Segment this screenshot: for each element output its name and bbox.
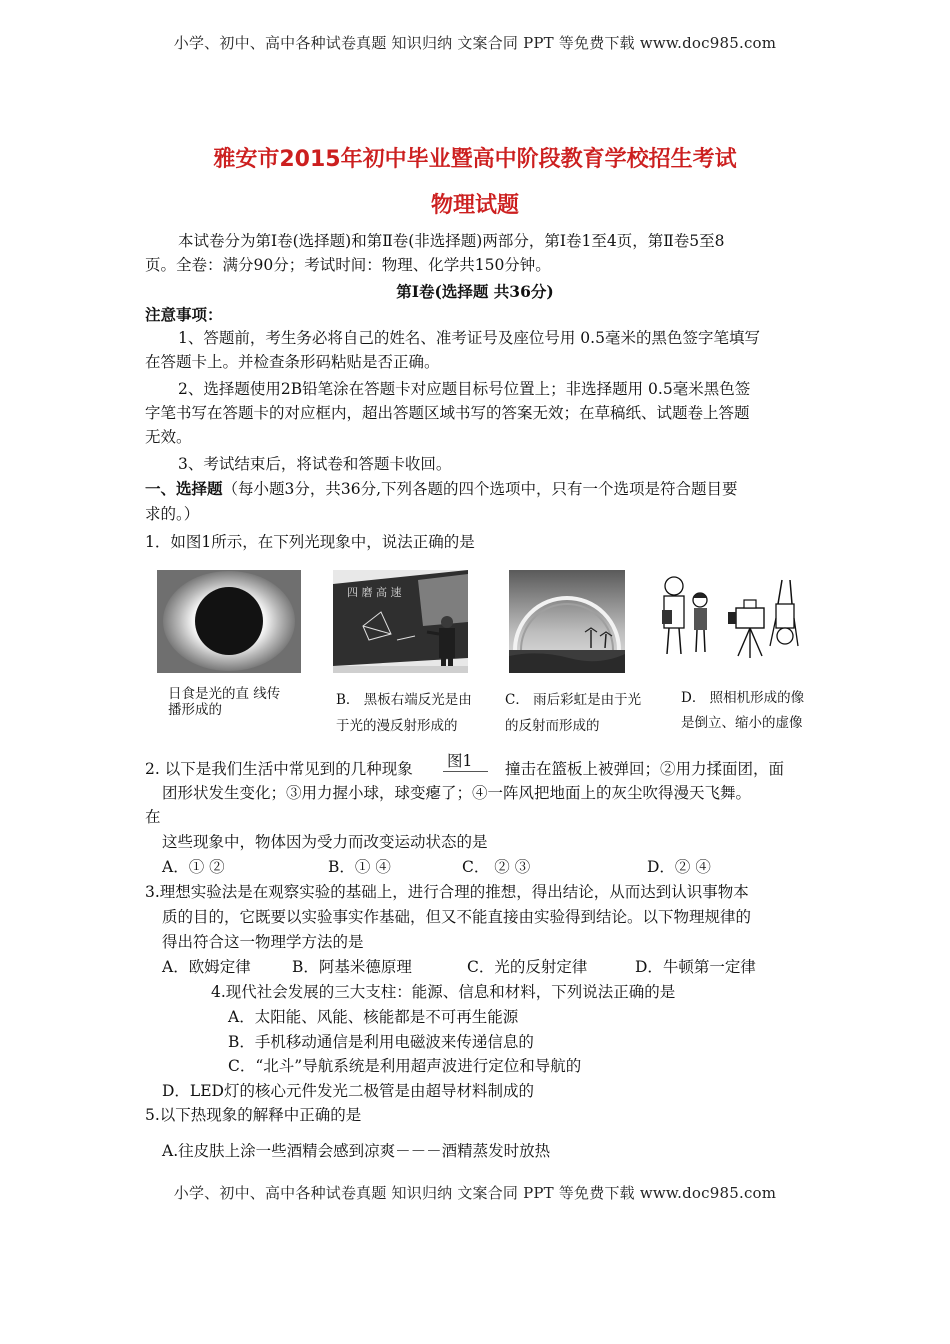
q4-option-b: B．手机移动通信是利用电磁波来传递信息的 — [228, 1033, 534, 1051]
camera-cartoon-drawing — [652, 570, 802, 673]
q2-option-b: B．① ④ — [328, 858, 391, 876]
section1-line-1 — [145, 477, 738, 501]
q2-option-c: C． ② ③ — [462, 858, 531, 876]
q2-option-d: D．② ④ — [647, 858, 711, 876]
q2-line-1a: 2. 以下是我们生活中常见到的几种现象 — [145, 760, 413, 778]
caption-d-line-1: D． 照相机形成的像 — [681, 690, 805, 706]
notice-heading: 注意事项： — [145, 305, 223, 324]
q4-stem: 4.现代社会发展的三大支柱：能源、信息和材料，下列说法正确的是 — [211, 983, 676, 1001]
q3-option-a: A．欧姆定律 — [162, 958, 251, 976]
q2-line-1b: 撞击在篮板上被弹回；②用力揉面团，面 — [505, 760, 785, 778]
q5-stem: 5.以下热现象的解释中正确的是 — [145, 1106, 362, 1124]
solar-eclipse-drawing — [157, 570, 301, 673]
part1-heading: 第Ⅰ卷(选择题 共36分) — [396, 282, 554, 301]
notice-1-line-2: 在答题卡上。并检查条形码粘贴是否正确。 — [145, 353, 440, 371]
notice-3-line-1: 3、考试结束后，将试卷和答题卡收回。 — [178, 455, 452, 473]
q4-option-d: D．LED灯的核心元件发光二极管是由超导材料制成的 — [162, 1082, 534, 1100]
q3-line-3: 得出符合这一物理学方法的是 — [162, 933, 364, 951]
q3-option-c: C．光的反射定律 — [467, 958, 588, 976]
q3-options — [162, 955, 802, 979]
camera-cartoon-image — [652, 570, 802, 673]
notice-2-line-2: 字笔书写在答题卡的对应框内，超出答题区域书写的答案无效；在草稿纸、试题卷上答题 — [145, 404, 750, 422]
q3-option-d: D．牛顿第一定律 — [635, 958, 756, 976]
section1-heading: 一、选择题 — [145, 479, 223, 498]
blackboard-drawing — [333, 570, 468, 673]
svg-text:四 磨 高 速: 四 磨 高 速 — [347, 586, 402, 599]
rainbow-image — [509, 570, 625, 673]
caption-a-line-2: 播形成的 — [168, 702, 222, 718]
caption-d-line-2: 是倒立、缩小的虚像 — [681, 715, 803, 731]
caption-b-line-1: B． 黑板右端反光是由 — [336, 692, 472, 708]
q1-stem: 1．如图1所示，在下列光现象中，说法正确的是 — [145, 533, 475, 551]
intro-line-2: 页。全卷：满分90分；考试时间：物理、化学共150分钟。 — [145, 256, 551, 274]
q2-line-4: 这些现象中，物体因为受力而改变运动状态的是 — [162, 833, 488, 851]
q2-line-3: 在 — [145, 808, 161, 826]
q2-option-a: A．① ② — [162, 858, 225, 876]
notice-2-line-1: 2、选择题使用2B铅笔涂在答题卡对应题目标号位置上；非选择题用 0.5毫米黑色签 — [178, 380, 751, 398]
caption-c-line-2: 的反射而形成的 — [505, 718, 600, 734]
q3-line-2: 质的目的，它既要以实验事实作基础，但又不能直接由实验得到结论。以下物理规律的 — [162, 908, 752, 926]
q2-line-2: 团形状发生变化；③用力握小球，球变瘪了；④一阵风把地面上的灰尘吹得漫天飞舞。 — [162, 784, 752, 802]
q2-options — [162, 855, 802, 879]
section1-desc: （每小题3分，共36分,下列各题的四个选项中，只有一个选项是符合题目要 — [222, 480, 738, 498]
q3-line-1: 3.理想实验法是在观察实验的基础上，进行合理的推想，得出结论，从而达到认识事物本 — [145, 883, 749, 901]
exam-title: 雅安市2015年初中毕业暨高中阶段教育学校招生考试 — [213, 147, 737, 172]
caption-c-line-1: C． 雨后彩虹是由于光 — [505, 692, 642, 708]
exam-subtitle: 物理试题 — [430, 193, 519, 218]
q5-option-a: A.往皮肤上涂一些酒精会感到凉爽－－－酒精蒸发时放热 — [162, 1142, 551, 1160]
rainbow-drawing — [509, 570, 625, 673]
section1-line-2: 求的。） — [145, 505, 200, 523]
figure-1-label: 图1 — [443, 751, 488, 772]
blackboard-image — [333, 570, 468, 673]
q4-option-a: A．太阳能、风能、核能都是不可再生能源 — [228, 1008, 519, 1026]
notice-2-line-3: 无效。 — [145, 428, 192, 446]
intro-line-1: 本试卷分为第Ⅰ卷(选择题)和第Ⅱ卷(非选择题)两部分，第Ⅰ卷1至4页，第Ⅱ卷5至8 — [178, 232, 725, 250]
q3-option-b: B．阿基米德原理 — [292, 958, 412, 976]
page-footer: 小学、初中、高中各种试卷真题 知识归纳 文案合同 PPT 等免费下载 www.doc985.com — [173, 1184, 777, 1202]
caption-a-line-1: 日食是光的直 线传 — [168, 686, 281, 702]
q4-option-c: C．“北斗”导航系统是利用超声波进行定位和导航的 — [228, 1057, 582, 1075]
solar-eclipse-image — [157, 570, 301, 673]
notice-1-line-1: 1、答题前，考生务必将自己的姓名、准考证号及座位号用 0.5毫米的黑色签字笔填写 — [178, 329, 760, 347]
page-header: 小学、初中、高中各种试卷真题 知识归纳 文案合同 PPT 等免费下载 www.doc985.com — [173, 34, 777, 52]
caption-b-line-2: 于光的漫反射形成的 — [336, 718, 458, 734]
